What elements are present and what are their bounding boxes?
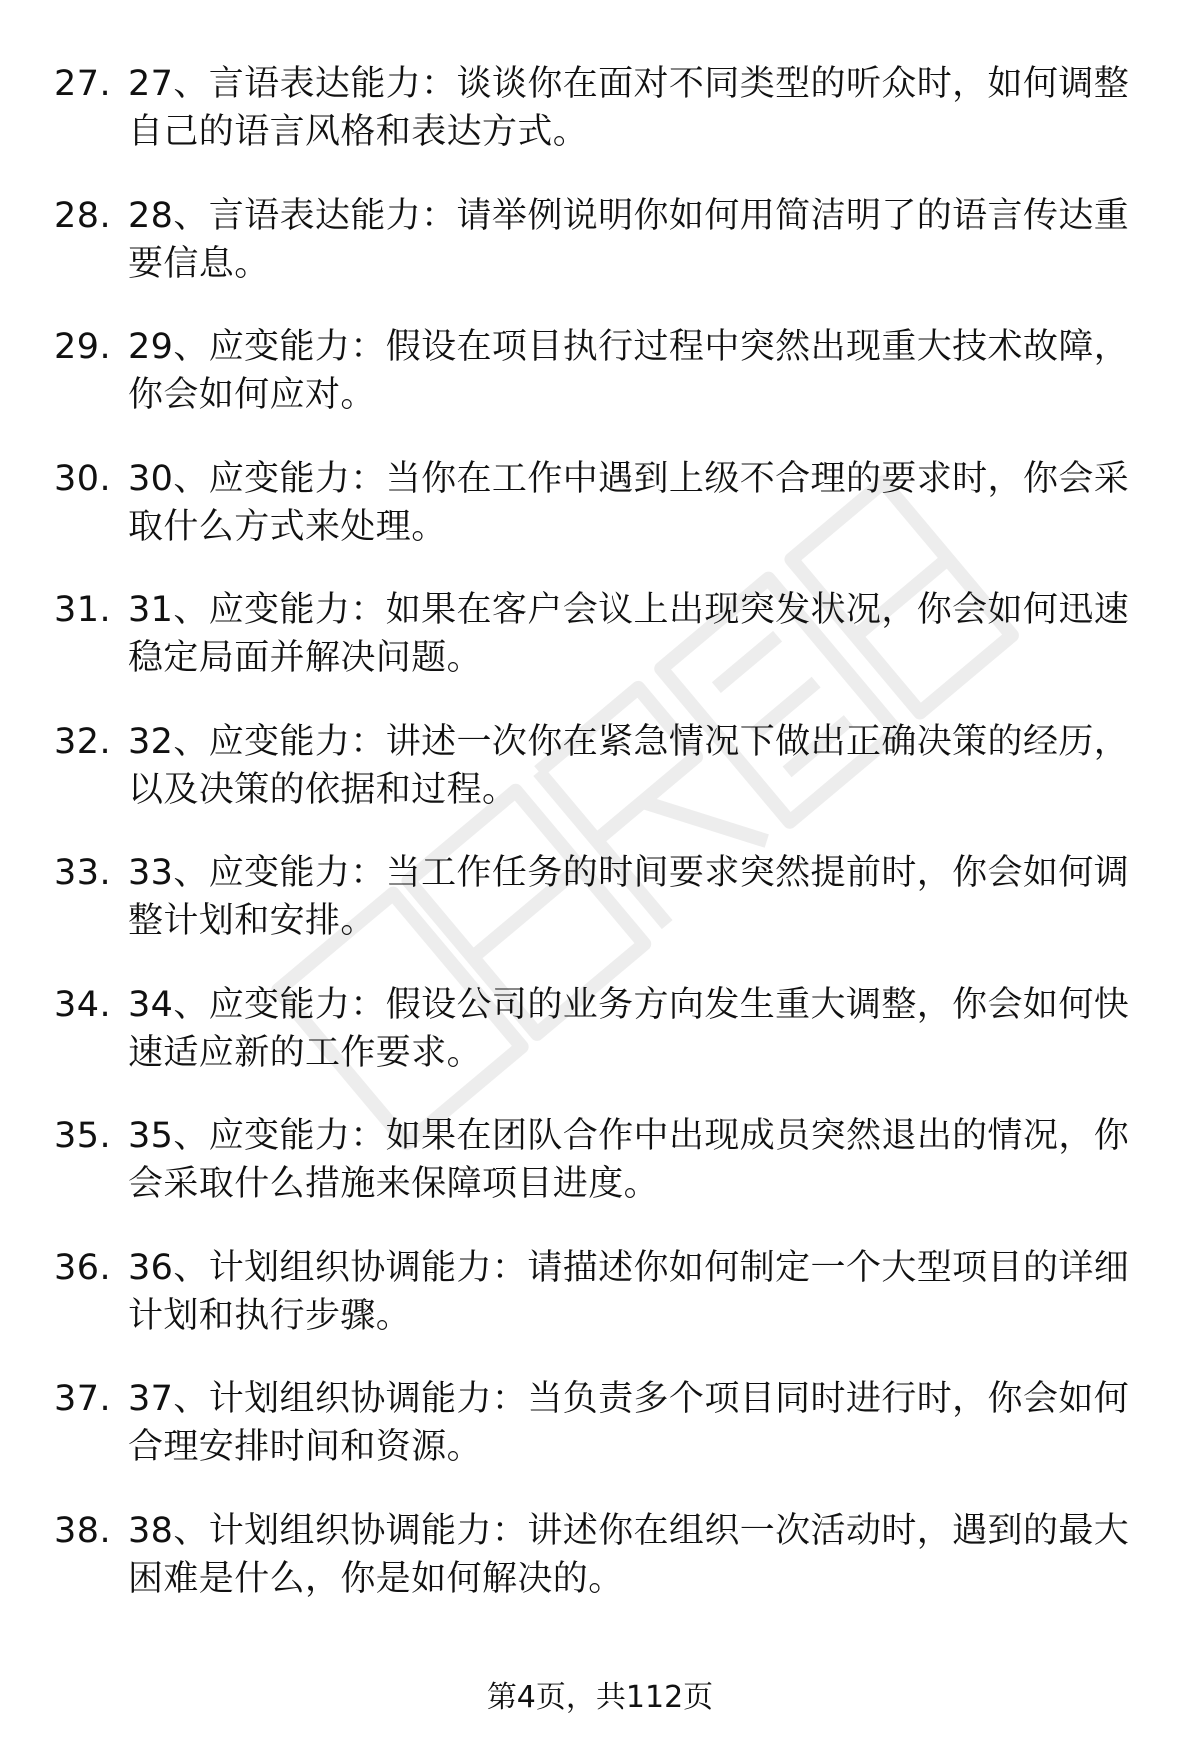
item-text: 37、计划组织协调能力：当负责多个项目同时进行时，你会如何合理安排时间和资源。	[128, 1379, 1130, 1467]
list-item	[0, 586, 1200, 718]
item-text: 29、应变能力：假设在项目执行过程中突然出现重大技术故障，你会如何应对。	[128, 327, 1130, 415]
page-footer: 第4页，共112页	[486, 1680, 714, 1715]
list-item	[0, 718, 1200, 850]
item-number: 33.	[54, 853, 112, 893]
item-number: 28.	[54, 195, 112, 236]
item-text: 33、应变能力：当工作任务的时间要求突然提前时，你会如何调整计划和安排。	[128, 853, 1130, 941]
item-number: 38.	[54, 1510, 112, 1551]
list-item	[0, 849, 1200, 981]
item-number: 37.	[54, 1379, 112, 1419]
item-text: 34、应变能力：假设公司的业务方向发生重大调整，你会如何快速适应新的工作要求。	[128, 984, 1130, 1073]
item-text: 32、应变能力：讲述一次你在紧急情况下做出正确决策的经历，以及决策的依据和过程。	[128, 721, 1130, 810]
list-item	[0, 1375, 1200, 1507]
list-item	[0, 323, 1200, 455]
list-item	[0, 1112, 1200, 1244]
item-text: 38、计划组织协调能力：讲述你在组织一次活动时，遇到的最大困难是什么，你是如何解决的。	[128, 1510, 1130, 1599]
item-text: 31、应变能力：如果在客户会议上出现突发状况，你会如何迅速稳定局面并解决问题。	[128, 590, 1130, 678]
item-number: 31.	[54, 590, 112, 630]
item-number: 27.	[54, 64, 112, 104]
item-text: 35、应变能力：如果在团队合作中出现成员突然退出的情况，你会采取什么措施来保障项目进度。	[128, 1116, 1130, 1204]
list-item	[0, 981, 1200, 1113]
item-text: 28、言语表达能力：请举例说明你如何用简洁明了的语言传达重要信息。	[128, 195, 1130, 284]
list-item	[0, 60, 1200, 192]
list-item	[0, 455, 1200, 587]
item-number: 29.	[54, 327, 112, 367]
question-list	[0, 60, 1200, 1638]
item-number: 36.	[54, 1247, 112, 1288]
item-number: 30.	[54, 458, 112, 499]
list-item	[0, 1244, 1200, 1376]
item-number: 35.	[54, 1116, 112, 1156]
item-text: 30、应变能力：当你在工作中遇到上级不合理的要求时，你会采取什么方式来处理。	[128, 458, 1130, 547]
list-item	[0, 1507, 1200, 1639]
list-item	[0, 192, 1200, 324]
item-number: 32.	[54, 721, 112, 762]
item-text: 36、计划组织协调能力：请描述你如何制定一个大型项目的详细计划和执行步骤。	[128, 1247, 1130, 1336]
item-text: 27、言语表达能力：谈谈你在面对不同类型的听众时，如何调整自己的语言风格和表达方式。	[128, 64, 1130, 152]
item-number: 34.	[54, 984, 112, 1025]
